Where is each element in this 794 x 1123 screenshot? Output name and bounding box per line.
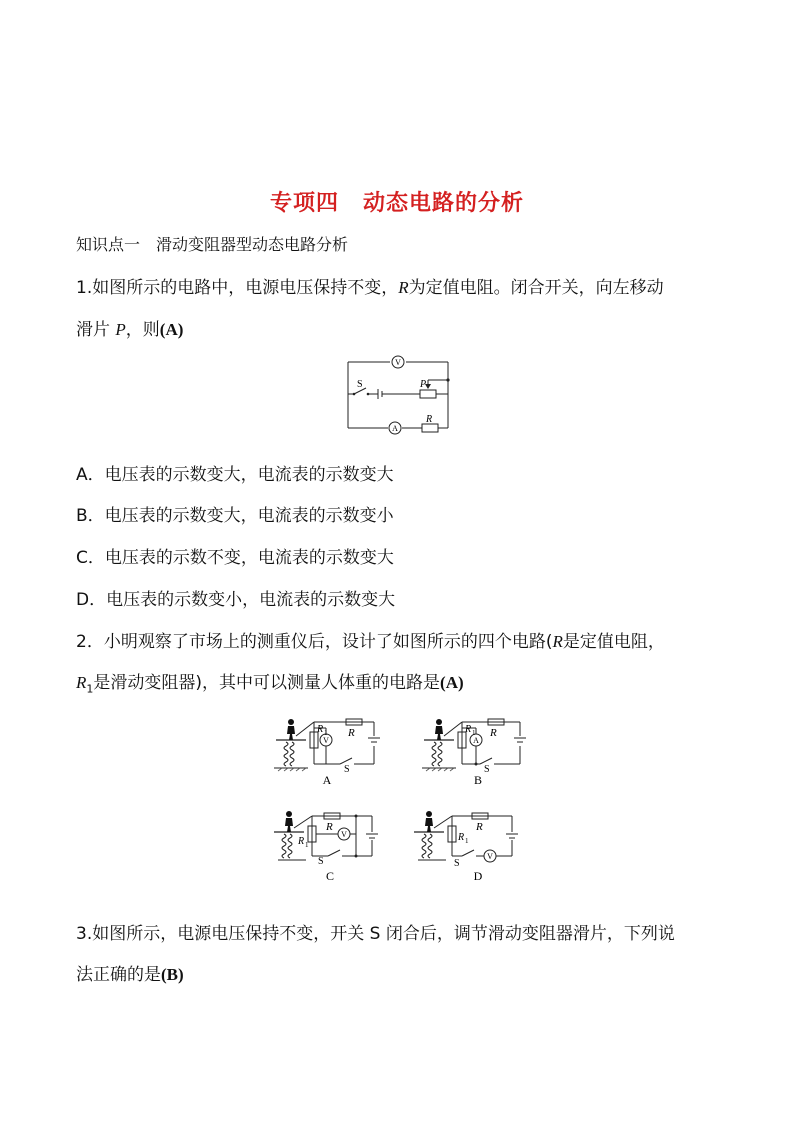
- title-part2: 动态电路的分析: [363, 191, 525, 216]
- q1-voltmeter-label: V: [395, 358, 401, 367]
- svg-text:1: 1: [465, 837, 469, 845]
- q1-circuit-diagram: [340, 352, 456, 436]
- q1-line1: 1.如图所示的电路中，电源电压保持不变，R为定值电阻。闭合开关，向左移动: [76, 278, 664, 298]
- section-heading: 知识点一 滑动变阻器型动态电路分析: [76, 235, 349, 254]
- svg-text:S: S: [454, 858, 460, 869]
- svg-text:S: S: [318, 856, 324, 867]
- q1-answer: (A): [159, 320, 184, 339]
- figure-label-c: C: [325, 869, 335, 883]
- svg-text:R: R: [465, 724, 472, 735]
- svg-text:R: R: [458, 832, 465, 843]
- q1-ammeter-label: A: [392, 424, 398, 433]
- figure-label-d: D: [473, 869, 483, 883]
- q1-option-d: D．电压表的示数变小，电流表的示数变大: [76, 590, 396, 610]
- svg-text:A: A: [473, 736, 479, 745]
- svg-text:V: V: [341, 830, 347, 839]
- svg-text:1: 1: [472, 729, 476, 737]
- q1-resistor-label: R: [426, 414, 433, 425]
- svg-text:V: V: [487, 852, 493, 861]
- q3-line2: 法正确的是(B): [76, 965, 184, 985]
- q1-line2: 滑片 P，则(A): [76, 320, 184, 340]
- figure-label-b: B: [473, 773, 483, 787]
- q2-circuit-d: [412, 810, 526, 886]
- svg-text:1: 1: [305, 841, 309, 849]
- svg-text:S: S: [484, 764, 490, 775]
- q2-circuit-b: [420, 716, 534, 788]
- svg-text:V: V: [323, 736, 329, 745]
- q1-slider-label: P: [420, 379, 427, 390]
- q2-line2: $R_1$是滑动变阻器)，其中可以测量人体重的电路是(A): [76, 673, 464, 696]
- svg-text:R: R: [490, 727, 497, 739]
- svg-text:R: R: [326, 821, 333, 833]
- q2-answer: (A): [440, 673, 464, 692]
- q1-option-b: B．电压表的示数变大，电流表的示数变小: [76, 506, 394, 526]
- q1-option-c: C．电压表的示数不变，电流表的示数变大: [76, 548, 394, 568]
- title-part1: 专项四: [269, 191, 339, 216]
- q2-circuit-c: [272, 810, 386, 886]
- svg-text:1: 1: [324, 729, 328, 737]
- q3-line1: 3.如图所示，电源电压保持不变，开关 S 闭合后，调节滑动变阻器滑片，下列说: [76, 924, 675, 944]
- q3-answer: (B): [161, 965, 184, 984]
- q1-option-a: A．电压表的示数变大，电流表的示数变大: [76, 465, 394, 485]
- svg-text:R: R: [317, 724, 324, 735]
- figure-label-a: A: [322, 773, 332, 787]
- svg-text:R: R: [298, 836, 305, 847]
- q1-switch-label: S: [357, 379, 363, 390]
- svg-text:S: S: [344, 764, 350, 775]
- page-title: [0, 186, 794, 217]
- q2-circuit-a: [272, 716, 386, 788]
- svg-text:R: R: [348, 727, 355, 739]
- q2-line1: 2．小明观察了市场上的测重仪后，设计了如图所示的四个电路(R是定值电阻，: [76, 632, 665, 652]
- svg-text:R: R: [476, 821, 483, 833]
